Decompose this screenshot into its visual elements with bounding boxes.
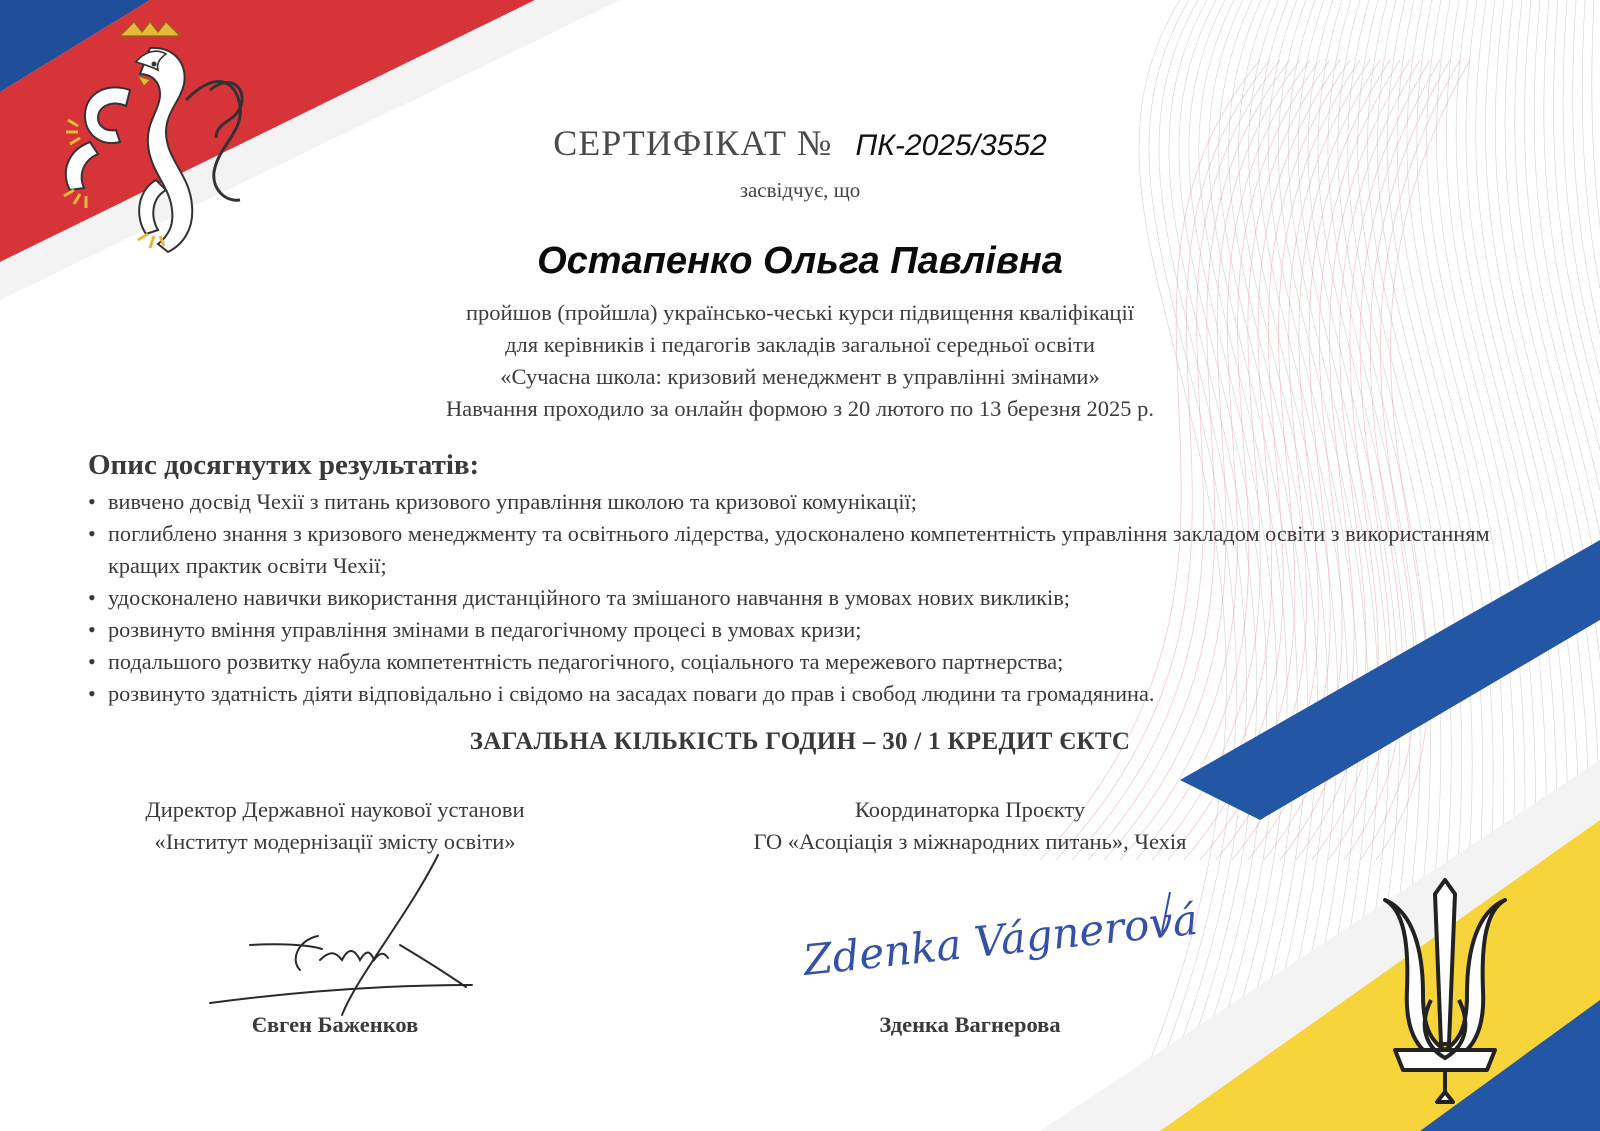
list-item: • удосконалено навички використання дистанційного та змішаного навчання в умовах нових викликів;	[88, 582, 1528, 614]
list-item: • розвинуто вміння управління змінами в педагогічному процесі в умовах кризи;	[88, 614, 1528, 646]
certificate-title: СЕРТИФІКАТ №	[553, 123, 833, 163]
signatory-title-line: Директор Державної наукової установи	[145, 797, 525, 822]
course-line: пройшов (пройшла) українсько-чеські курси підвищення кваліфікації	[466, 300, 1134, 325]
right-signatory-name: Зденка Вагнерова	[879, 1012, 1061, 1037]
left-signatory-title	[30, 794, 640, 858]
title-line	[0, 122, 1600, 164]
results-list	[88, 486, 1528, 710]
svg-text:Zdenka Vágnerová: Zdenka Vágnerová	[800, 894, 1201, 985]
list-item: • подальшого розвитку набула компетентність педагогічного, соціального та мережевого партнерства;	[88, 646, 1528, 678]
certifies-text: засвідчує, що	[739, 178, 861, 202]
signatory-title-line: «Інститут модернізації змісту освіти»	[154, 829, 516, 854]
left-signatory-name: Євген Баженков	[251, 1012, 419, 1037]
list-item: • вивчено досвід Чехії з питань кризового управління школою та кризової комунікації;	[88, 486, 1528, 518]
total-hours: ЗАГАЛЬНА КІЛЬКІСТЬ ГОДИН – 30 / 1 КРЕДИТ ЄКТС	[469, 728, 1131, 755]
signatory-title-line: Координаторка Проєкту	[854, 797, 1086, 822]
list-item: • розвинуто здатність діяти відповідально і свідомо на засадах поваги до прав і свобод людини та громадянина.	[88, 678, 1528, 710]
signature-right	[799, 892, 1200, 985]
course-line: Навчання проходило за онлайн формою з 20 лютого по 13 березня 2025 р.	[445, 396, 1155, 421]
right-signatory-title	[640, 794, 1300, 858]
certificate-number: ПК-2025/3552	[855, 129, 1047, 162]
course-description	[100, 297, 1500, 425]
course-line: «Сучасна школа: кризовий менеджмент в управлінні змінами»	[500, 364, 1100, 389]
course-line: для керівників і педагогів закладів загальної середньої освіти	[505, 332, 1095, 357]
results-heading: Опис досягнутих результатів:	[88, 449, 480, 481]
list-item: • поглиблено знання з кризового менеджменту та освітнього лідерства, удосконалено компетентність управління закладом освіти з використанням кращих практик освіти Чехії;	[88, 518, 1528, 582]
signatory-title-line: ГО «Асоціація з міжнародних питань», Чехія	[753, 829, 1187, 854]
recipient-name: Остапенко Ольга Павлівна	[537, 240, 1063, 282]
signature-left	[210, 855, 472, 1015]
